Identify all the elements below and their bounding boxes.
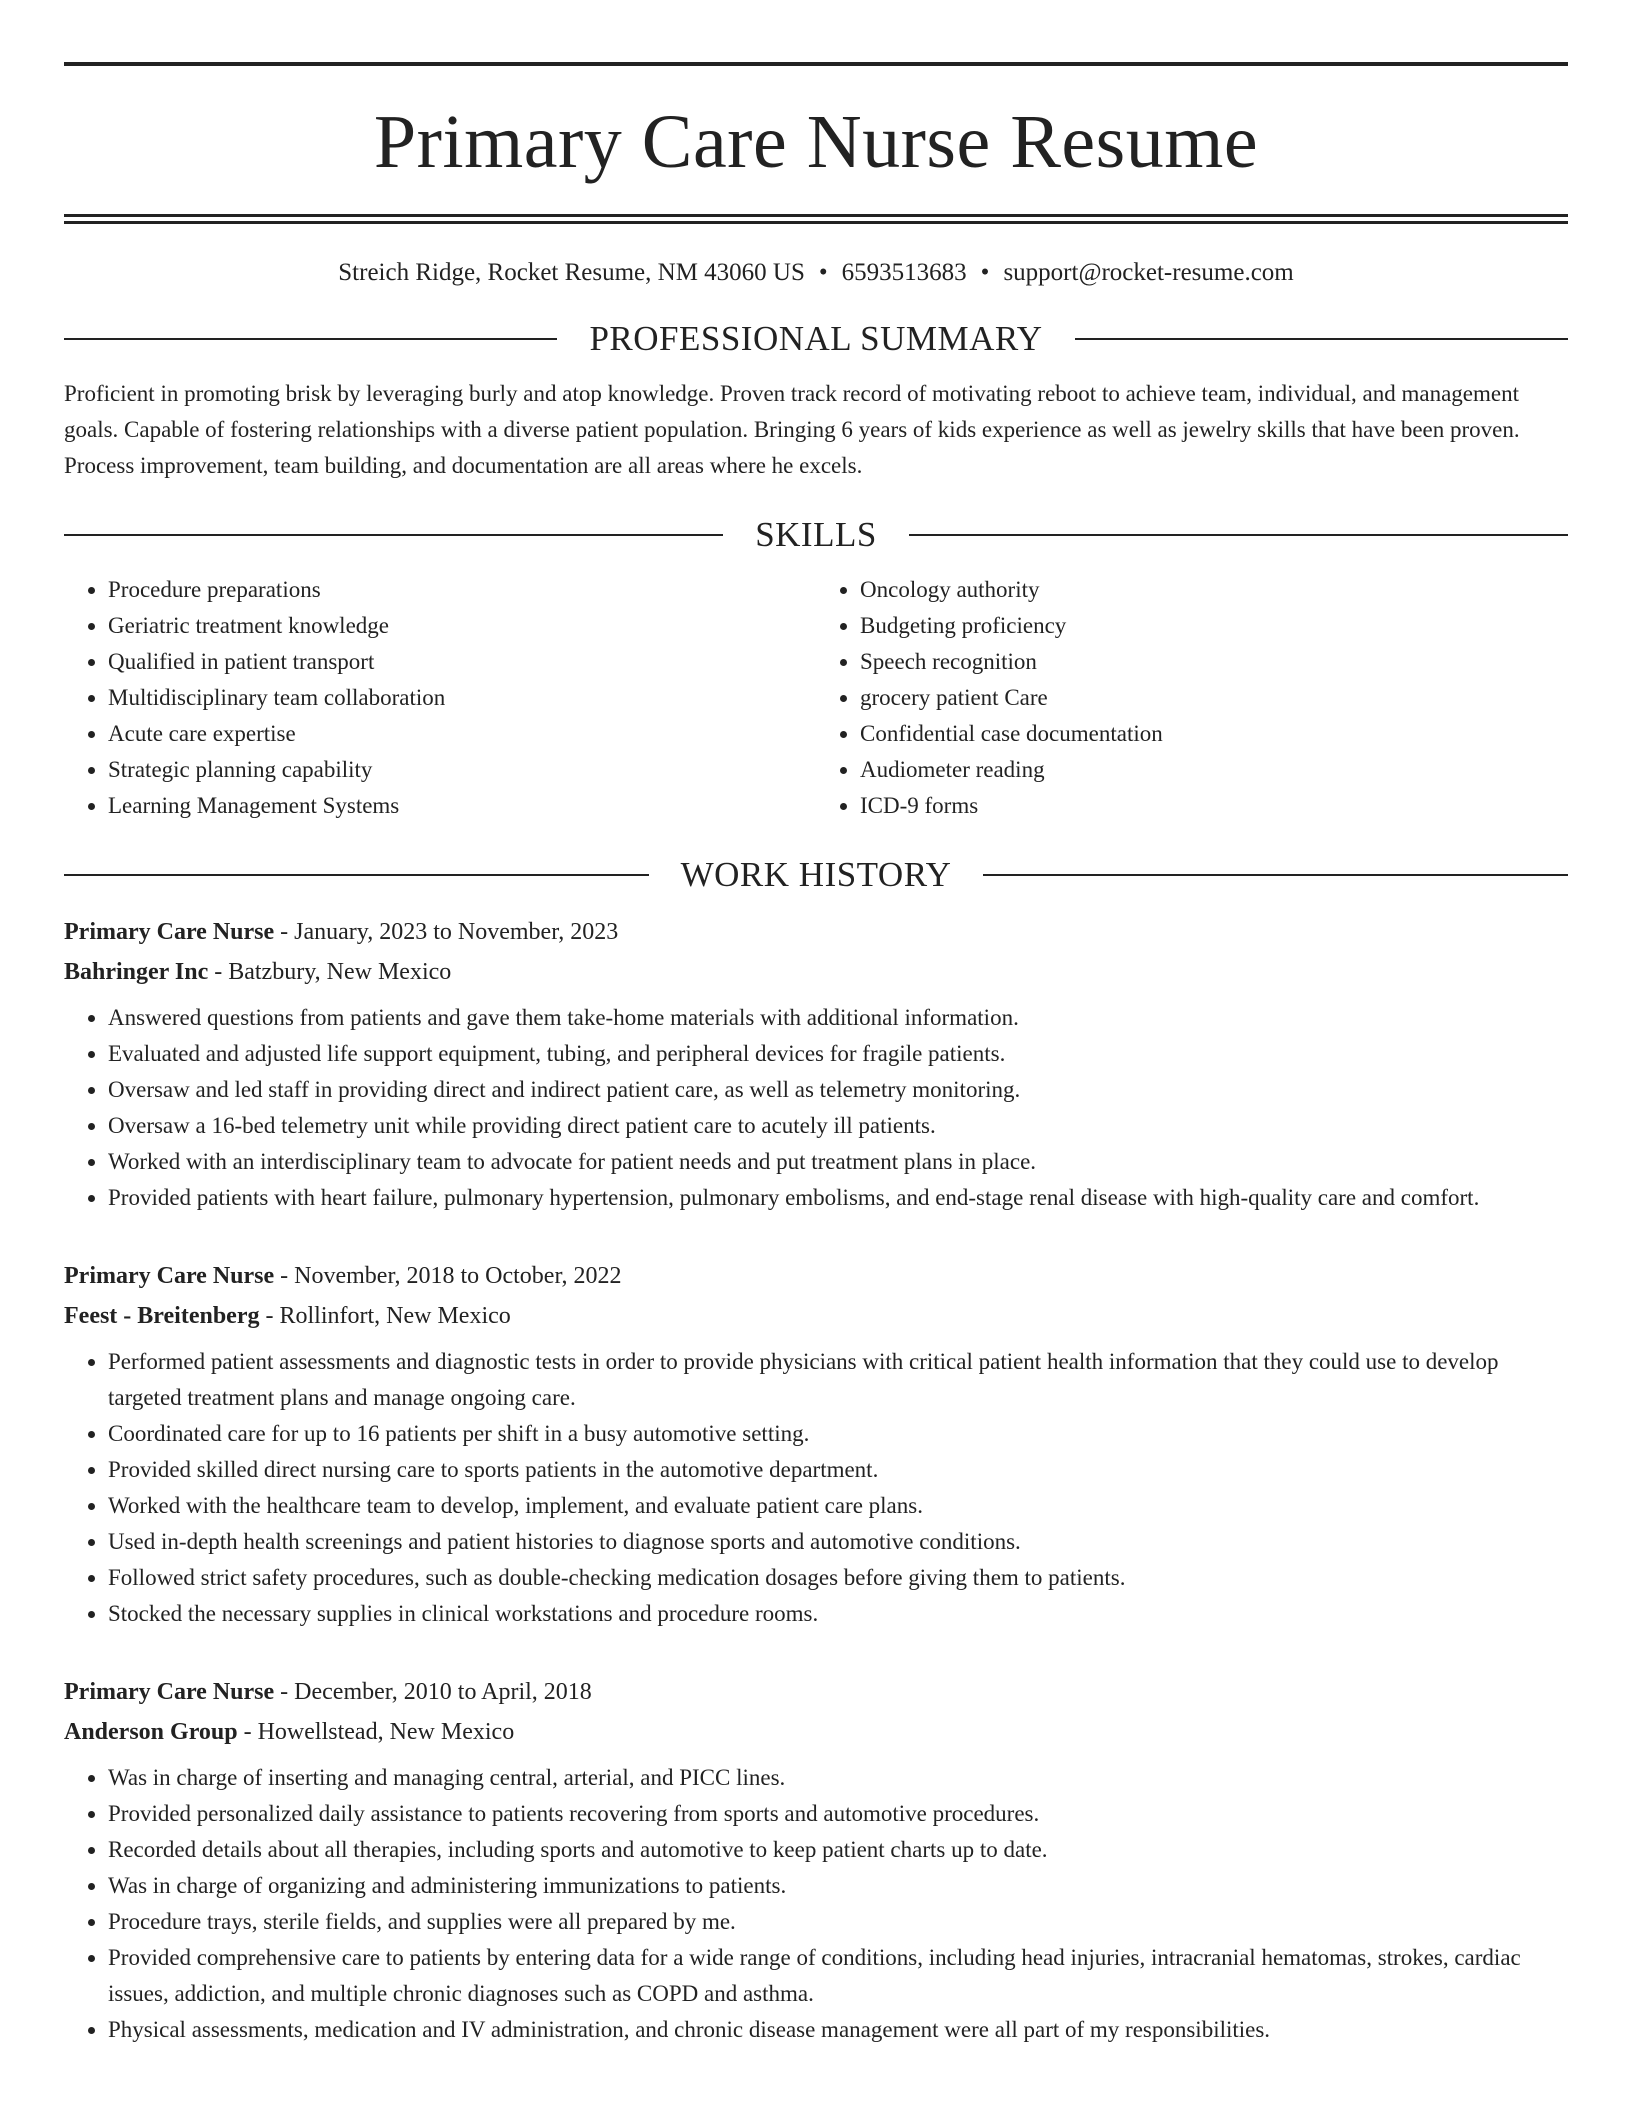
job-location: - Howellstead, New Mexico bbox=[237, 1719, 515, 1745]
skill-item: • Speech recognition bbox=[860, 644, 1568, 680]
summary-heading-row bbox=[64, 318, 1568, 360]
job-duty-item: • Was in charge of organizing and administering immunizations to patients. bbox=[108, 1868, 1568, 1904]
job-duty-item: • Recorded details about all therapies, including sports and automotive to keep patient charts up to date. bbox=[108, 1832, 1568, 1868]
page-title: Primary Care Nurse Resume bbox=[373, 100, 1259, 184]
job-duty-item: • Provided patients with heart failure, pulmonary hypertension, pulmonary embolisms, and end-stage renal disease with high-quality care and comfort. bbox=[108, 1180, 1568, 1216]
job-duty-item: • Performed patient assessments and diagnostic tests in order to provide physicians with critical patient health information that they could use to develop targeted treatment plans and manage ongoing care. bbox=[108, 1344, 1568, 1416]
skills-columns bbox=[64, 572, 1568, 824]
contact-separator: • bbox=[980, 259, 990, 286]
skill-item: • ICD-9 forms bbox=[860, 788, 1568, 824]
heading-rule bbox=[909, 534, 1568, 536]
job-title: Primary Care Nurse bbox=[64, 919, 275, 945]
job-company-line bbox=[64, 1712, 1568, 1752]
job-duty-item: • Oversaw a 16-bed telemetry unit while providing direct patient care to acutely ill patients. bbox=[108, 1108, 1568, 1144]
job-dates: - January, 2023 to November, 2023 bbox=[274, 919, 619, 945]
skill-item: • Geriatric treatment knowledge bbox=[108, 608, 816, 644]
job-dates: - November, 2018 to October, 2022 bbox=[274, 1263, 622, 1289]
job-location: - Rollinfort, New Mexico bbox=[259, 1303, 511, 1329]
job-title-line bbox=[64, 912, 1568, 952]
contact-phone: 6593513683 bbox=[841, 259, 967, 286]
job-title-line bbox=[64, 1256, 1568, 1296]
job-company: Feest - Breitenberg bbox=[64, 1303, 260, 1329]
work-history-list bbox=[64, 912, 1568, 2048]
contact-email: support@rocket-resume.com bbox=[1003, 259, 1294, 286]
job-duty-item: • Coordinated care for up to 16 patients per shift in a busy automotive setting. bbox=[108, 1416, 1568, 1452]
job-duties-list bbox=[64, 1760, 1568, 2048]
heading-rule bbox=[64, 874, 649, 876]
job-company-line bbox=[64, 952, 1568, 992]
job-dates: - December, 2010 to April, 2018 bbox=[274, 1679, 592, 1705]
contact-address: Streich Ridge, Rocket Resume, NM 43060 US bbox=[338, 259, 805, 286]
job-entry bbox=[64, 1256, 1568, 1632]
job-company: Anderson Group bbox=[64, 1719, 238, 1745]
skills-heading: SKILLS bbox=[755, 515, 877, 554]
job-entry bbox=[64, 1672, 1568, 2048]
skill-item: • Procedure preparations bbox=[108, 572, 816, 608]
skill-item: • Learning Management Systems bbox=[108, 788, 816, 824]
job-entry bbox=[64, 912, 1568, 1216]
job-title: Primary Care Nurse bbox=[64, 1263, 275, 1289]
job-duty-item: • Answered questions from patients and gave them take-home materials with additional information. bbox=[108, 1000, 1568, 1036]
skill-item: • Budgeting proficiency bbox=[860, 608, 1568, 644]
job-duty-item: • Procedure trays, sterile fields, and supplies were all prepared by me. bbox=[108, 1904, 1568, 1940]
summary-text: Proficient in promoting brisk by leveraging burly and atop knowledge. Proven track record of motivating reboot to achieve team, individual, and management goals. Capable of fostering relationships with a diverse patient population. Bringing 6 years of kids experience as well as jewelry skills that have been proven. Process improvement, team building, and documentation are all areas where he excels. bbox=[64, 381, 1520, 478]
title-double-rule bbox=[64, 214, 1568, 224]
job-duties-list bbox=[64, 1344, 1568, 1632]
top-rule bbox=[64, 62, 1568, 66]
job-title: Primary Care Nurse bbox=[64, 1679, 275, 1705]
skills-heading-row bbox=[64, 514, 1568, 556]
job-duty-item: • Evaluated and adjusted life support equipment, tubing, and peripheral devices for fragile patients. bbox=[108, 1036, 1568, 1072]
skill-item: • Multidisciplinary team collaboration bbox=[108, 680, 816, 716]
skill-item: • Qualified in patient transport bbox=[108, 644, 816, 680]
skill-item: • Oncology authority bbox=[860, 572, 1568, 608]
job-duty-item: • Oversaw and led staff in providing direct and indirect patient care, as well as telemetry monitoring. bbox=[108, 1072, 1568, 1108]
job-duty-item: • Worked with an interdisciplinary team to advocate for patient needs and put treatment plans in place. bbox=[108, 1144, 1568, 1180]
job-duties-list bbox=[64, 1000, 1568, 1216]
job-duty-item: • Was in charge of inserting and managing central, arterial, and PICC lines. bbox=[108, 1760, 1568, 1796]
job-duty-item: • Provided personalized daily assistance to patients recovering from sports and automotive procedures. bbox=[108, 1796, 1568, 1832]
work-heading-row bbox=[64, 854, 1568, 896]
contact-separator: • bbox=[818, 259, 828, 286]
work-heading: WORK HISTORY bbox=[680, 855, 952, 894]
job-duty-item: • Followed strict safety procedures, such as double-checking medication dosages before giving them to patients. bbox=[108, 1560, 1568, 1596]
skill-item: • Confidential case documentation bbox=[860, 716, 1568, 752]
job-company: Bahringer Inc bbox=[64, 959, 209, 985]
job-duty-item: • Used in-depth health screenings and patient histories to diagnose sports and automotive conditions. bbox=[108, 1524, 1568, 1560]
job-duty-item: • Provided comprehensive care to patients by entering data for a wide range of conditions, including head injuries, intracranial hematomas, strokes, cardiac issues, addiction, and multiple chronic diagnoses such as COPD and asthma. bbox=[108, 1940, 1568, 2012]
heading-rule bbox=[983, 874, 1568, 876]
skill-item: • Acute care expertise bbox=[108, 716, 816, 752]
summary-heading: PROFESSIONAL SUMMARY bbox=[589, 319, 1043, 358]
job-duty-item: • Stocked the necessary supplies in clinical workstations and procedure rooms. bbox=[108, 1596, 1568, 1632]
heading-rule bbox=[1075, 338, 1568, 340]
job-duty-item: • Provided skilled direct nursing care to sports patients in the automotive department. bbox=[108, 1452, 1568, 1488]
skill-item: • grocery patient Care bbox=[860, 680, 1568, 716]
resume-page bbox=[64, 62, 1568, 2048]
heading-rule bbox=[64, 534, 723, 536]
skills-list-right bbox=[816, 572, 1568, 824]
skills-list-left bbox=[64, 572, 816, 824]
job-location: - Batzbury, New Mexico bbox=[208, 959, 452, 985]
heading-rule bbox=[64, 338, 557, 340]
job-title-line bbox=[64, 1672, 1568, 1712]
contact-line bbox=[64, 258, 1568, 288]
job-company-line bbox=[64, 1296, 1568, 1336]
job-duty-item: • Physical assessments, medication and IV administration, and chronic disease management were all part of my responsibilities. bbox=[108, 2012, 1568, 2048]
skill-item: • Audiometer reading bbox=[860, 752, 1568, 788]
skill-item: • Strategic planning capability bbox=[108, 752, 816, 788]
job-duty-item: • Worked with the healthcare team to develop, implement, and evaluate patient care plans. bbox=[108, 1488, 1568, 1524]
